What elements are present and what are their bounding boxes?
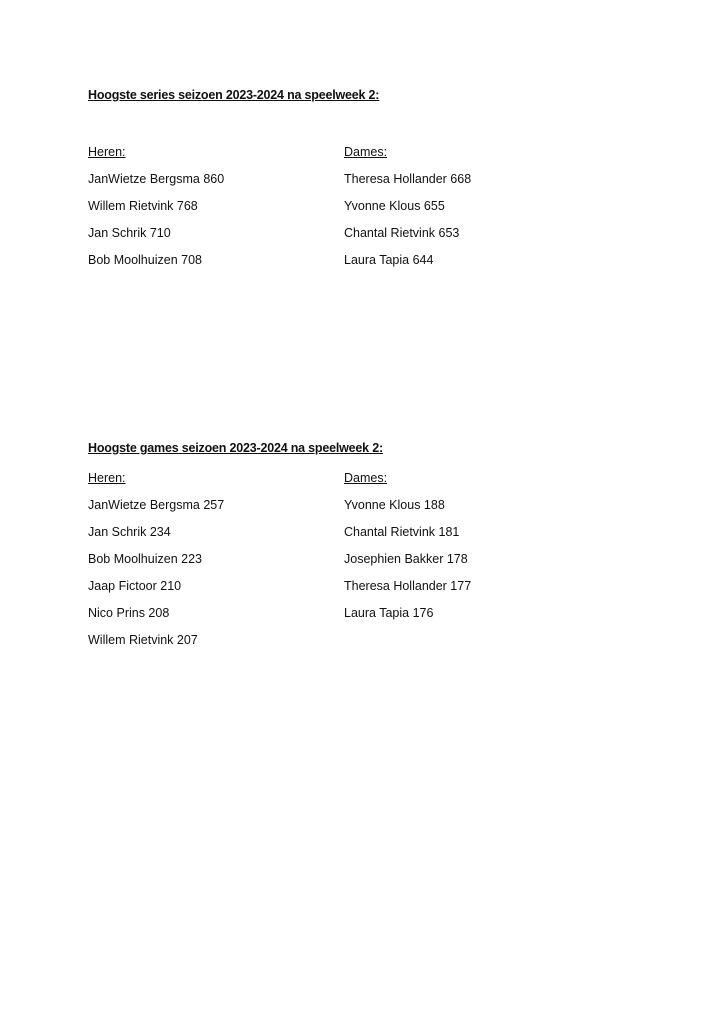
games-women-heading: Dames: bbox=[344, 471, 388, 485]
games-men-entry: JanWietze Bergsma 257 bbox=[88, 498, 225, 512]
series-men-entry: Willem Rietvink 768 bbox=[88, 199, 198, 213]
games-women-entry: Josephien Bakker 178 bbox=[344, 552, 468, 566]
games-section bbox=[88, 441, 648, 647]
games-women-entry: Laura Tapia 176 bbox=[344, 606, 434, 620]
games-men-entry: Willem Rietvink 207 bbox=[88, 633, 198, 647]
series-men-entry: JanWietze Bergsma 860 bbox=[88, 172, 225, 186]
games-women-entry: Chantal Rietvink 181 bbox=[344, 525, 460, 539]
series-men-column bbox=[88, 144, 328, 268]
games-section-title: Hoogste games seizoen 2023-2024 na speelweek 2: bbox=[88, 441, 383, 455]
games-men-entry: Nico Prins 208 bbox=[88, 606, 170, 620]
series-women-entry: Yvonne Klous 655 bbox=[344, 199, 445, 213]
games-women-column bbox=[344, 470, 584, 621]
series-men-entry: Bob Moolhuizen 708 bbox=[88, 253, 202, 267]
series-women-entry: Chantal Rietvink 653 bbox=[344, 226, 460, 240]
games-men-entry: Jan Schrik 234 bbox=[88, 525, 171, 539]
series-women-heading: Dames: bbox=[344, 145, 388, 159]
series-men-entry: Jan Schrik 710 bbox=[88, 226, 171, 240]
games-men-heading: Heren: bbox=[88, 471, 126, 485]
games-women-entry: Yvonne Klous 188 bbox=[344, 498, 445, 512]
series-women-entry: Theresa Hollander 668 bbox=[344, 172, 472, 186]
series-women-column bbox=[344, 144, 584, 268]
series-men-heading: Heren: bbox=[88, 145, 126, 159]
series-women-entry: Laura Tapia 644 bbox=[344, 253, 434, 267]
games-men-column bbox=[88, 470, 328, 648]
games-women-entry: Theresa Hollander 177 bbox=[344, 579, 472, 593]
series-section-title: Hoogste series seizoen 2023-2024 na speelweek 2: bbox=[88, 88, 380, 102]
games-men-entry: Jaap Fictoor 210 bbox=[88, 579, 182, 593]
games-men-entry: Bob Moolhuizen 223 bbox=[88, 552, 202, 566]
series-section bbox=[88, 88, 648, 267]
